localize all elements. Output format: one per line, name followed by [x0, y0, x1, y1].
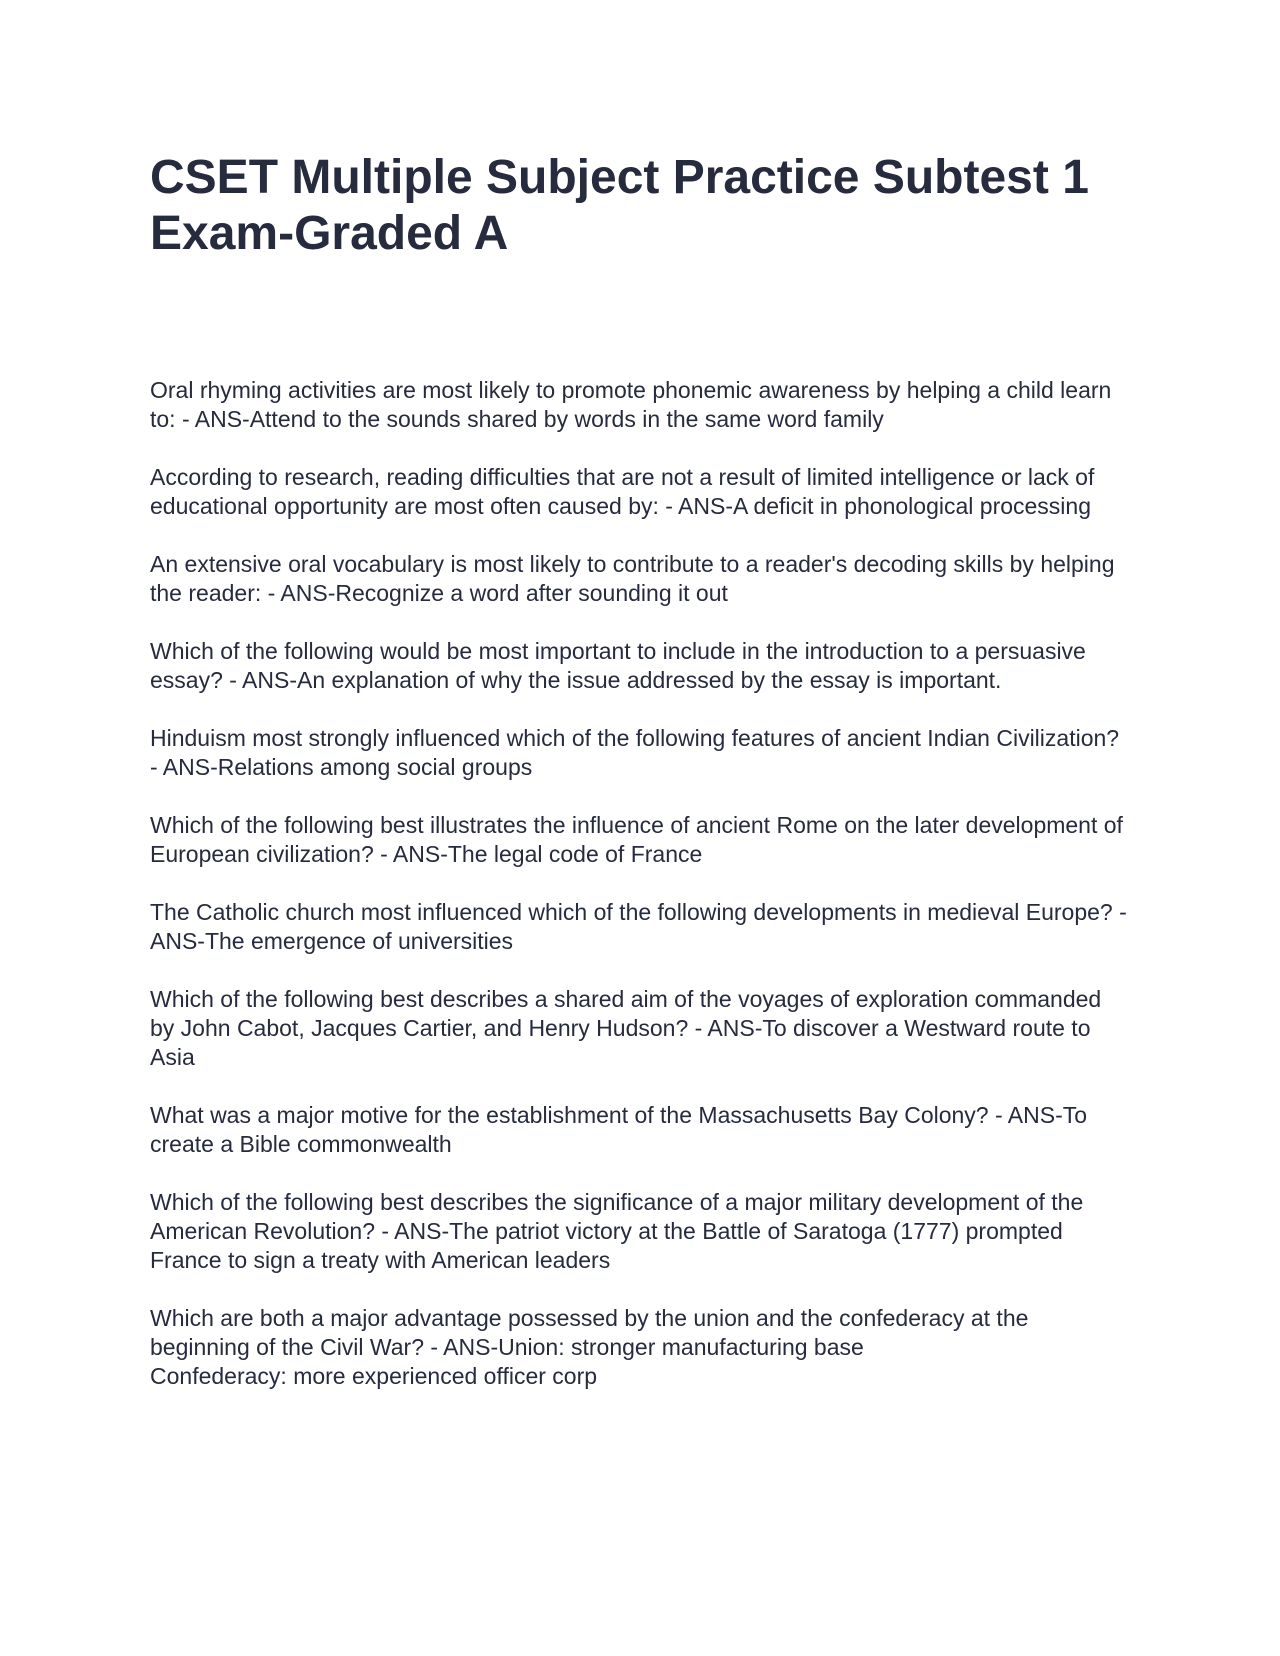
qa-item-11-line-2: Confederacy: more experienced officer corp — [150, 1363, 598, 1389]
qa-item-11-line-1: Which are both a major advantage possessed by the union and the confederacy at the beginning of the Civil War? - ANS-Union: stronger manufacturing base — [150, 1305, 1029, 1360]
qa-item-6: Which of the following best illustrates the influence of ancient Rome on the later development of European civilization? - ANS-The legal code of France — [150, 812, 1123, 867]
qa-item-5: Hinduism most strongly influenced which of the following features of ancient Indian Civilization? - ANS-Relations among social groups — [150, 725, 1120, 780]
qa-item-2: According to research, reading difficulties that are not a result of limited intelligence or lack of educational opportunity are most often caused by: - ANS-A deficit in phonological processing — [150, 464, 1095, 519]
qa-item-7: The Catholic church most influenced which of the following developments in medieval Europe? - ANS-The emergence of universities — [150, 899, 1127, 954]
qa-item-9: What was a major motive for the establishment of the Massachusetts Bay Colony? - ANS-To create a Bible commonwealth — [150, 1102, 1088, 1157]
qa-item-10: Which of the following best describes the significance of a major military development of the American Revolution? - ANS-The patriot victory at the Battle of Saratoga (1777) prompted France to sign a treaty with American leaders — [150, 1189, 1084, 1273]
qa-list — [150, 376, 1130, 1391]
document-title: CSET Multiple Subject Practice Subtest 1 Exam-Graded A — [150, 151, 1089, 260]
qa-item-1: Oral rhyming activities are most likely to promote phonemic awareness by helping a child learn to: - ANS-Attend to the sounds shared by words in the same word family — [150, 377, 1112, 432]
qa-item-8: Which of the following best describes a shared aim of the voyages of exploration commanded by John Cabot, Jacques Cartier, and Henry Hudson? - ANS-To discover a Westward route to Asia — [150, 986, 1102, 1070]
qa-item-4: Which of the following would be most important to include in the introduction to a persuasive essay? - ANS-An explanation of why the issue addressed by the essay is important. — [150, 638, 1086, 693]
document-page — [150, 150, 1130, 1420]
qa-item-11 — [150, 1304, 1130, 1391]
qa-item-3: An extensive oral vocabulary is most likely to contribute to a reader's decoding skills by helping the reader: - ANS-Recognize a word after sounding it out — [150, 551, 1115, 606]
